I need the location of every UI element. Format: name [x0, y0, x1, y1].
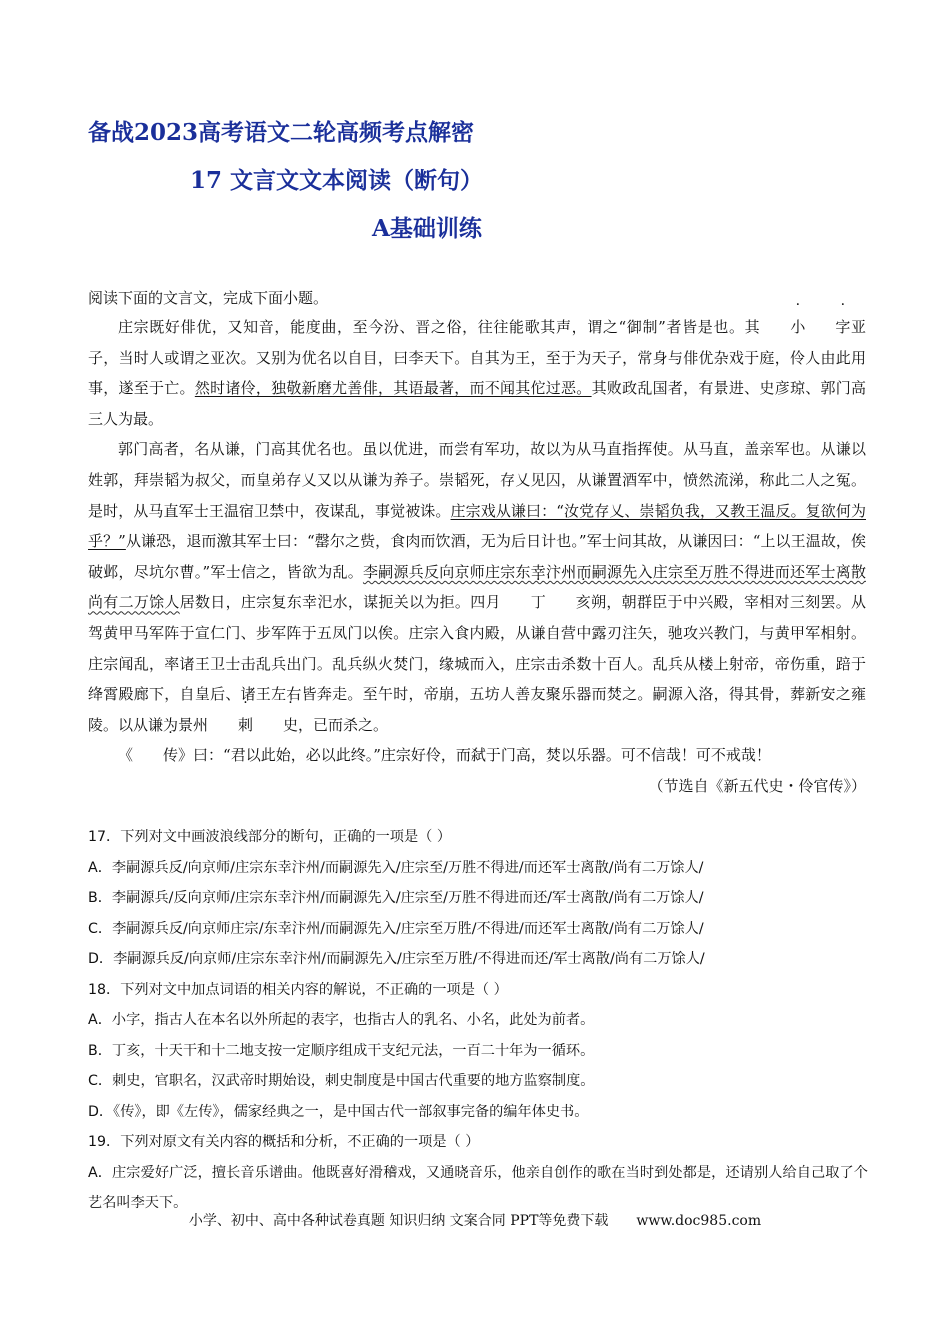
passage-source: （节选自《新五代史・伶官传》）: [648, 776, 866, 795]
question-19-stem: 19．下列对原文有关内容的概括和分析，不正确的一项是（ ）: [88, 1134, 480, 1150]
question-17-option-c: C．李嗣源兵反/向京师庄宗/东幸汴州/而嗣源先入/庄宗至万胜/不得进/而还军士离散/尚有二万馀人/: [88, 920, 704, 937]
question-17-option-a: A．李嗣源兵反/向京师/庄宗东幸汴州/而嗣源先入/庄宗至/万胜不得进/而还军士离散/尚有二万馀人/: [88, 859, 704, 876]
underlined-sentence: 然时诸伶，独敬新磨尤善俳，其语最著，而不闻其佗过恶。: [194, 379, 592, 398]
question-18-option-d: D．《传》，即《左传》，儒家经典之一，是中国古代一部叙事完备的编年体史书。: [88, 1103, 589, 1120]
question-18-option-a: A．小字，指古人在本名以外所起的表字，也指古人的乳名、小名，此处为前者。: [88, 1012, 595, 1028]
question-17-stem: 17．下列对文中画波浪线部分的断句，正确的一项是（ ）: [88, 829, 452, 845]
question-18-option-c: C．刺史，官职名，汉武帝时期始设，刺史制度是中国古代重要的地方监察制度。: [88, 1073, 595, 1089]
passage-text: 《: [118, 746, 134, 765]
dotted-word: 刺: [238, 715, 254, 734]
wavy-underlined-sentence: 李嗣源兵反向京师庄宗东幸汴州而嗣源先入庄宗至万胜不得进而还军士离散尚有二万馀人: [88, 562, 866, 612]
question-19-option-a: A．庄宗爱好广泛，擅长音乐谱曲。他既喜好滑稽戏，又通晓音乐，他亲自创作的歌在当时到处都是，还请别人给自己取了个艺名叫李天下。: [88, 1164, 868, 1211]
passage-text: 》曰：“君以此始，必以此终。”庄宗好伶，而弑于门高，焚以乐器。可不信哉！可不戒哉！: [178, 746, 771, 765]
passage-paragraph-3: [88, 740, 866, 771]
dotted-word: 小: [790, 318, 806, 336]
underlined-sentence: 庄宗戏从谦曰：“汝党存乂、崇韬负我，又教王温反。复欲何为乎？”: [88, 501, 866, 551]
passage-text: ，已而杀之。: [298, 715, 389, 734]
question-17-option-b: B．李嗣源兵/反向京师/庄宗东幸汴州/而嗣源先入/庄宗至/万胜不得进而还/军士离散/尚有二万馀人/: [88, 890, 704, 906]
document-subtitle: 17 文言文文本阅读（断句）: [190, 167, 484, 194]
footer-text: 小学、初中、高中各种试卷真题 知识归纳 文案合同 PPT等免费下载: [188, 1213, 609, 1229]
dotted-word: 丁: [530, 593, 546, 612]
classical-passage: [88, 312, 866, 802]
passage-paragraph-2: [88, 434, 866, 740]
dotted-word: 史: [283, 715, 299, 734]
question-list: [88, 822, 868, 1219]
passage-text: 郭门高者，名从谦，门高其优名也。虽以优进，而尝有军功，故以为从马直指挥使。从马直，盖亲军也。从谦以姓郭，拜崇韬为叔父，而皇弟存乂又以从谦为养子。崇韬死，存乂见囚，从谦置酒军中，愤然流涕，称此二人之冤。是时，从马直军士王温宿卫禁中，夜谋乱，事觉被诛。: [88, 440, 866, 520]
dotted-word: 字: [835, 318, 851, 336]
dotted-word: 亥: [575, 593, 591, 612]
page-footer: [0, 1210, 950, 1230]
passage-text: 从谦恐，退而激其军士曰：“罄尔之赀，食肉而饮酒，无为后日计也。”军士问其故，从谦因曰：“上以王温故，俟破邺，尽坑尔曹。”军士信之，皆欲为乱。: [88, 532, 867, 581]
passage-text: 亚子，当时人或谓之亚次。又别为优名以自目，曰李天下。自其为王，至于为天子，常身与俳优杂戏于庭，伶人由此用事，遂至于亡。: [88, 318, 866, 398]
footer-url: www.doc985.com: [636, 1213, 762, 1229]
section-title: A基础训练: [372, 215, 482, 242]
passage-paragraph-1: [88, 312, 866, 434]
question-18-option-b: B．丁亥，十天干和十二地支按一定顺序组成干支纪元法，一百二十年为一循环。: [88, 1042, 595, 1059]
document-title: 备战2023高考语文二轮高频考点解密: [88, 119, 475, 146]
passage-text: 朔，朝群臣于中兴殿，宰相对三刻罢。从驾黄甲马军阵于宣仁门、步军阵于五凤门以俟。庄宗入食内殿，从谦自营中露刃注矢，驰攻兴教门，与黄甲军相射。庄宗闻乱，率诸王卫士击乱兵出门。乱兵纵火焚门，缘城而入，庄宗击杀数十百人。乱兵从楼上射帝，帝伤重，踣于绛霄殿廊下，自皇后、诸王左右皆奔走。至午时，帝崩，五坊人善友聚乐器而焚之。嗣源入洛，得其骨，葬新安之雍陵。以从谦为景州: [88, 593, 866, 734]
passage-text: 居数日，庄宗复东幸汜水，谋扼关以为拒。四月: [179, 593, 501, 612]
passage-text: 其败政乱国者，有景进、史彦琼、郭门高三人为最。: [88, 379, 866, 428]
question-18-stem: 18．下列对文中加点词语的相关内容的解说，不正确的一项是（ ）: [88, 981, 508, 998]
dotted-word: 传: [163, 746, 179, 765]
question-17-option-d: D．李嗣源兵反/向京师/庄宗东幸汴州/而嗣源先入/庄宗至万胜/不得进而还/军士离散/尚有二万馀人/: [88, 951, 705, 967]
reading-instruction: 阅读下面的文言文，完成下面小题。: [88, 289, 329, 307]
passage-text: 庄宗既好俳优，又知音，能度曲，至今汾、晋之俗，往往能歌其声，谓之“御制”者皆是也。其: [118, 318, 761, 336]
